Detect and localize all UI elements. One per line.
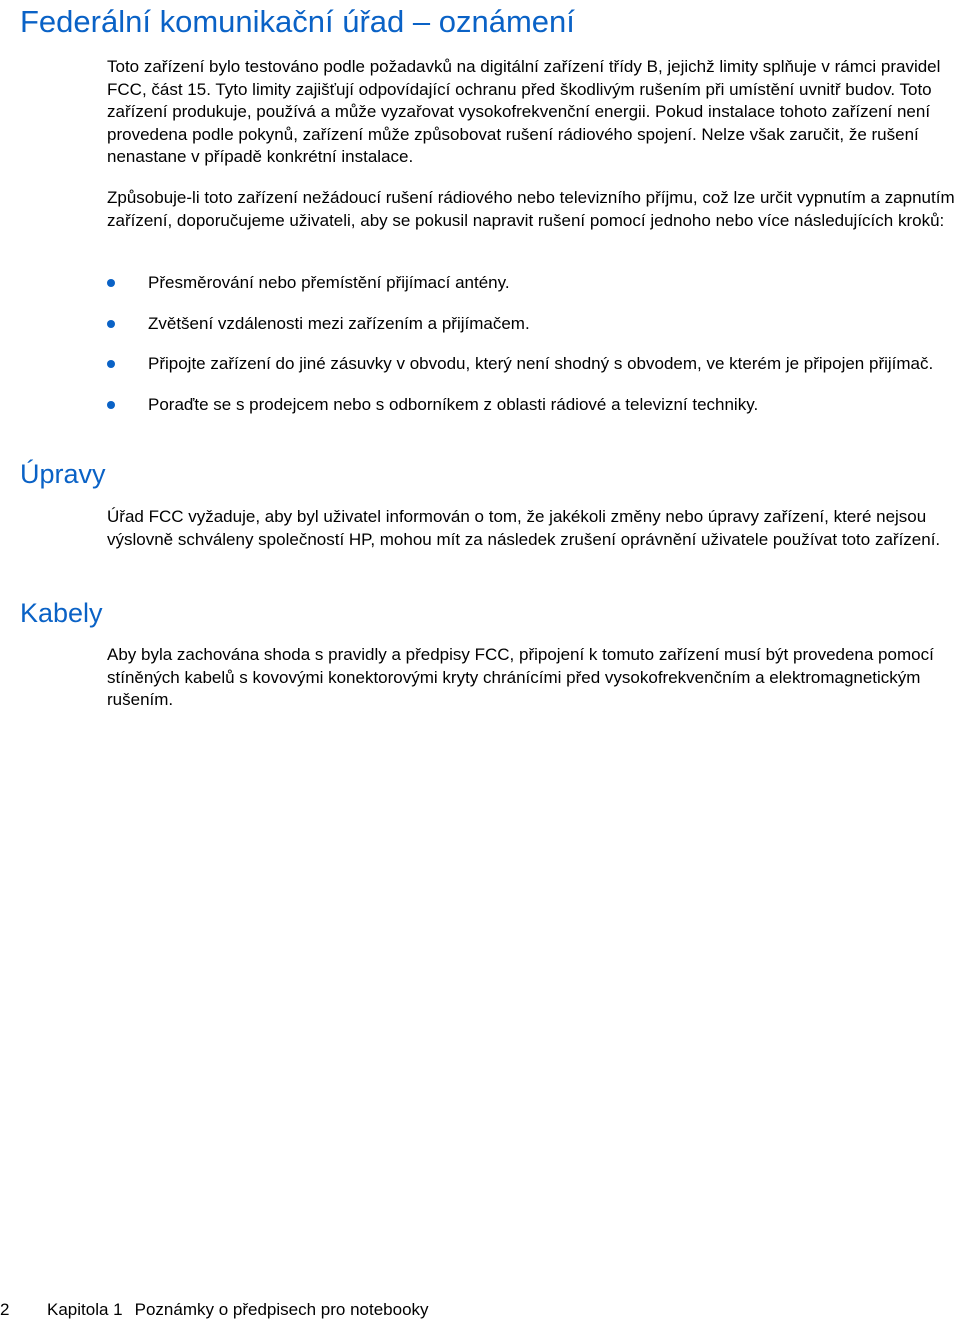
list-item-text: Zvětšení vzdálenosti mezi zařízením a přijímačem. — [148, 313, 530, 333]
footer-chapter-title: Poznámky o předpisech pro notebooky — [134, 1300, 429, 1319]
bullet-icon — [107, 360, 115, 368]
fcc-notice-paragraph-1: Toto zařízení bylo testováno podle požadavků na digitální zařízení třídy B, jejichž limity splňuje v rámci pravidel FCC, část 15. Tyto limity zajišťují odpovídající ochranu před škodlivým rušením při umístění uvnitř budov. Toto zařízení produkuje, používá a může vyzařovat vysokofrekvenční energii. Pokud instalace tohoto zařízení není provedena podle pokynů, zařízení může způsobovat rušení rádiového spojení. Nelze však zaručit, že rušení nenastane v případě konkrétní instalace. — [107, 57, 941, 166]
footer-chapter: Kapitola 1 — [47, 1300, 123, 1319]
bullet-icon — [107, 320, 115, 328]
list-item — [107, 272, 957, 295]
list-item — [107, 353, 957, 376]
fcc-notice-heading: Federální komunikační úřad – oznámení — [20, 4, 575, 39]
fcc-steps-list — [107, 272, 957, 416]
list-item-text: Přesměrování nebo přemístění přijímací antény. — [148, 273, 510, 292]
bullet-icon — [107, 279, 115, 287]
page-footer — [0, 1299, 429, 1321]
list-item-text: Poraďte se s prodejcem nebo s odborníkem z oblasti rádiové a televizní techniky. — [148, 394, 759, 414]
list-item-text: Připojte zařízení do jiné zásuvky v obvodu, který není shodný s obvodem, ve kterém je připojen přijímač. — [148, 354, 934, 373]
kabely-heading: Kabely — [20, 598, 103, 628]
upravy-heading: Úpravy — [20, 459, 106, 489]
upravy-paragraph: Úřad FCC vyžaduje, aby byl uživatel informován o tom, že jakékoli změny nebo úpravy zařízení, které nejsou výslovně schváleny společností HP, mohou mít za následek zrušení oprávnění uživatele používat toto zařízení. — [107, 507, 941, 549]
bullet-icon — [107, 401, 115, 409]
fcc-notice-paragraph-2: Způsobuje-li toto zařízení nežádoucí rušení rádiového nebo televizního příjmu, což lze určit vypnutím a zapnutím zařízení, doporučujeme uživateli, aby se pokusil napravit rušení pomocí jednoho nebo více následujících kroků: — [107, 188, 955, 230]
list-item — [107, 313, 957, 336]
list-item — [107, 394, 957, 417]
kabely-paragraph: Aby byla zachována shoda s pravidly a předpisy FCC, připojení k tomuto zařízení musí být provedena pomocí stíněných kabelů s kovovými konektorovými kryty chránícími před vysokofrekvenčním a elektromagnetickým rušením. — [107, 645, 934, 709]
page-number: 2 — [0, 1300, 10, 1319]
